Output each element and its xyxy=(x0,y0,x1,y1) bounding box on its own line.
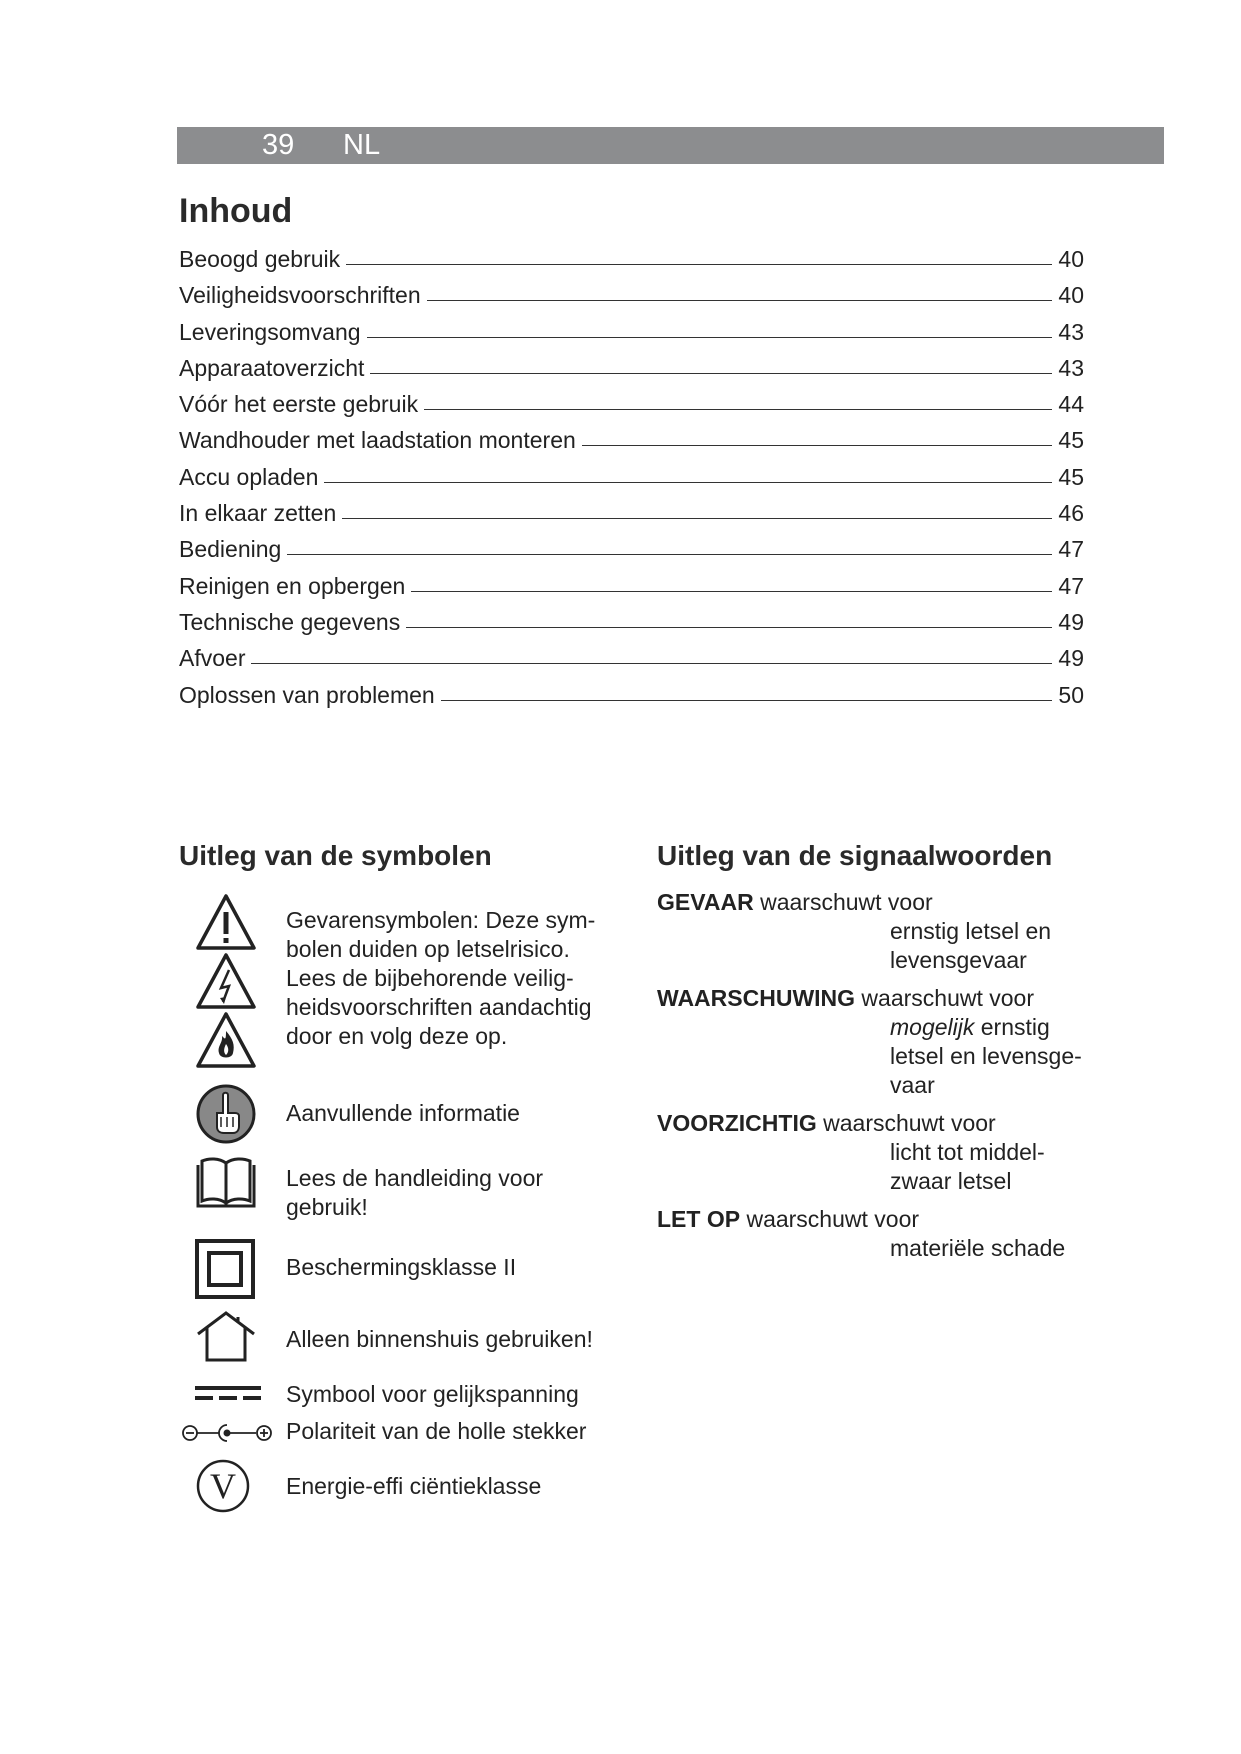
warning-triangle-icons xyxy=(195,893,257,1073)
toc-title: Inhoud xyxy=(179,192,293,230)
symbols-title: Uitleg van de symbolen xyxy=(179,840,492,871)
text-line: Lees de bijbehorende veilig- xyxy=(286,965,574,991)
toc-leader-line xyxy=(406,627,1052,628)
toc-entry-page: 45 xyxy=(1058,463,1084,490)
toc-leader-line xyxy=(346,264,1052,265)
signal-gevaar-desc xyxy=(890,917,1051,975)
toc-leader-line xyxy=(251,663,1052,664)
signal-voorzichtig-desc xyxy=(890,1138,1045,1196)
text-line: zwaar letsel xyxy=(890,1168,1012,1194)
text-line xyxy=(890,1013,1082,1042)
toc-leader-line xyxy=(582,445,1053,446)
toc-leader-line xyxy=(324,482,1052,483)
hand-pointing-icon xyxy=(195,1083,257,1145)
signal-word: GEVAAR xyxy=(657,889,754,915)
toc-entry-page: 46 xyxy=(1058,500,1084,527)
signal-waarschuwing-desc xyxy=(890,1013,1082,1100)
italic-word: mogelijk xyxy=(890,1014,975,1040)
text-line: Alleen binnenshuis gebruiken! xyxy=(286,1326,593,1352)
signal-let-op xyxy=(657,1205,919,1234)
toc-entry-label: Accu opladen xyxy=(179,463,319,490)
svg-text:V: V xyxy=(210,1466,236,1506)
open-book-icon xyxy=(195,1155,257,1209)
toc-entry xyxy=(179,536,1084,572)
toc-entry xyxy=(179,246,1084,282)
toc-leader-line xyxy=(287,554,1052,555)
signal-waarschuwing xyxy=(657,984,1034,1013)
toc-entry xyxy=(179,573,1084,609)
text-line: Gevarensymbolen: Deze sym- xyxy=(286,907,596,933)
toc-entry xyxy=(179,609,1084,645)
text-line: letsel en levensge- xyxy=(890,1043,1082,1069)
toc-entry-page: 50 xyxy=(1058,681,1084,708)
electric-hazard-icon xyxy=(198,955,254,1007)
toc-entry-page: 43 xyxy=(1058,318,1084,345)
toc-entry-label: Technische gegevens xyxy=(179,608,401,635)
toc-entry-page: 43 xyxy=(1058,354,1084,381)
toc-entry-label: Apparaatoverzicht xyxy=(179,354,365,381)
toc-entry-page: 45 xyxy=(1058,427,1084,454)
symbol-text-warning xyxy=(286,906,595,1051)
signal-suffix: waarschuwt voor xyxy=(855,985,1035,1011)
symbol-text-dc xyxy=(286,1380,579,1409)
toc-entry-label: Reinigen en opbergen xyxy=(179,572,406,599)
dc-voltage-icon xyxy=(195,1383,261,1403)
toc-entry-page: 40 xyxy=(1058,282,1084,309)
signal-let-op-desc xyxy=(890,1234,1065,1263)
signals-title: Uitleg van de signaalwoorden xyxy=(657,840,1053,871)
text-line: levensgevaar xyxy=(890,947,1027,973)
text-line: licht tot middel- xyxy=(890,1139,1045,1165)
toc-entry xyxy=(179,391,1084,427)
toc-entry-page: 49 xyxy=(1058,645,1084,672)
text-line: materiële schade xyxy=(890,1235,1066,1261)
toc-entry xyxy=(179,464,1084,500)
text-line: Lees de handleiding voor xyxy=(286,1165,544,1191)
text-line: Symbool voor gelijkspanning xyxy=(286,1381,579,1407)
symbol-text-manual xyxy=(286,1164,543,1222)
signal-word: WAARSCHUWING xyxy=(657,985,856,1011)
symbol-text-polarity xyxy=(286,1417,586,1446)
toc-entry-label: Beoogd gebruik xyxy=(179,246,341,272)
general-warning-icon xyxy=(198,896,254,948)
text-line: Aanvullende informatie xyxy=(286,1100,520,1126)
text-line: vaar xyxy=(890,1072,935,1098)
toc-entry-page: 44 xyxy=(1058,391,1084,418)
toc-entry-label: In elkaar zetten xyxy=(179,500,337,527)
toc-entry-label: Wandhouder met laadstation monteren xyxy=(179,427,576,454)
toc-entry xyxy=(179,319,1084,355)
text-line: door en volg deze op. xyxy=(286,1023,508,1049)
language-code: NL xyxy=(343,129,381,161)
double-square-icon xyxy=(195,1239,255,1299)
toc-entry-label: Veiligheidsvoorschriften xyxy=(179,282,421,309)
toc-leader-line xyxy=(411,591,1052,592)
text-line: ernstig letsel en xyxy=(890,918,1052,944)
toc-entry xyxy=(179,282,1084,318)
text-line: heidsvoorschriften aandachtig xyxy=(286,994,592,1020)
text-line: gebruik! xyxy=(286,1194,368,1220)
signal-suffix: waarschuwt voor xyxy=(753,889,933,915)
toc-entry xyxy=(179,682,1084,718)
table-of-contents xyxy=(179,246,1084,718)
toc-entry-label: Bediening xyxy=(179,536,282,563)
symbol-text-energy xyxy=(286,1472,541,1501)
toc-entry-page: 47 xyxy=(1058,536,1084,563)
toc-entry-label: Vóór het eerste gebruik xyxy=(179,391,419,418)
toc-leader-line xyxy=(427,300,1053,301)
toc-entry-label: Leveringsomvang xyxy=(179,318,361,345)
toc-entry xyxy=(179,355,1084,391)
text-line: Beschermingsklasse II xyxy=(286,1254,517,1280)
toc-entry-page: 49 xyxy=(1058,608,1084,635)
page-header-bar xyxy=(177,127,1164,164)
toc-entry-label: Oplossen van problemen xyxy=(179,681,435,708)
symbol-text-info xyxy=(286,1099,520,1128)
signal-suffix: waarschuwt voor xyxy=(740,1206,920,1232)
text-line: Polariteit van de holle stekker xyxy=(286,1418,587,1444)
signal-suffix: waarschuwt voor xyxy=(816,1110,996,1136)
toc-entry-page: 47 xyxy=(1058,572,1084,599)
toc-entry xyxy=(179,500,1084,536)
fire-hazard-icon xyxy=(198,1014,254,1066)
toc-entry-label: Afvoer xyxy=(179,645,246,672)
page-number: 39 xyxy=(262,129,295,161)
toc-leader-line xyxy=(342,518,1052,519)
toc-leader-line xyxy=(367,337,1053,338)
polarity-icon xyxy=(181,1421,273,1445)
signal-voorzichtig xyxy=(657,1109,996,1138)
toc-leader-line xyxy=(441,700,1053,701)
house-icon xyxy=(195,1310,257,1362)
signal-word: LET OP xyxy=(657,1206,741,1232)
toc-entry-page: 40 xyxy=(1058,246,1084,272)
toc-entry xyxy=(179,645,1084,681)
signal-word: VOORZICHTIG xyxy=(657,1110,817,1136)
symbol-text-indoor xyxy=(286,1325,593,1354)
text-fragment: ernstig xyxy=(974,1014,1050,1040)
signal-gevaar xyxy=(657,888,933,917)
text-line: Energie-effi ciëntieklasse xyxy=(286,1473,542,1499)
toc-leader-line xyxy=(424,409,1052,410)
v-circle-icon xyxy=(195,1458,251,1514)
toc-entry xyxy=(179,427,1084,463)
text-line: bolen duiden op letselrisico. xyxy=(286,936,570,962)
symbol-text-protection-class xyxy=(286,1253,516,1282)
toc-leader-line xyxy=(370,373,1052,374)
